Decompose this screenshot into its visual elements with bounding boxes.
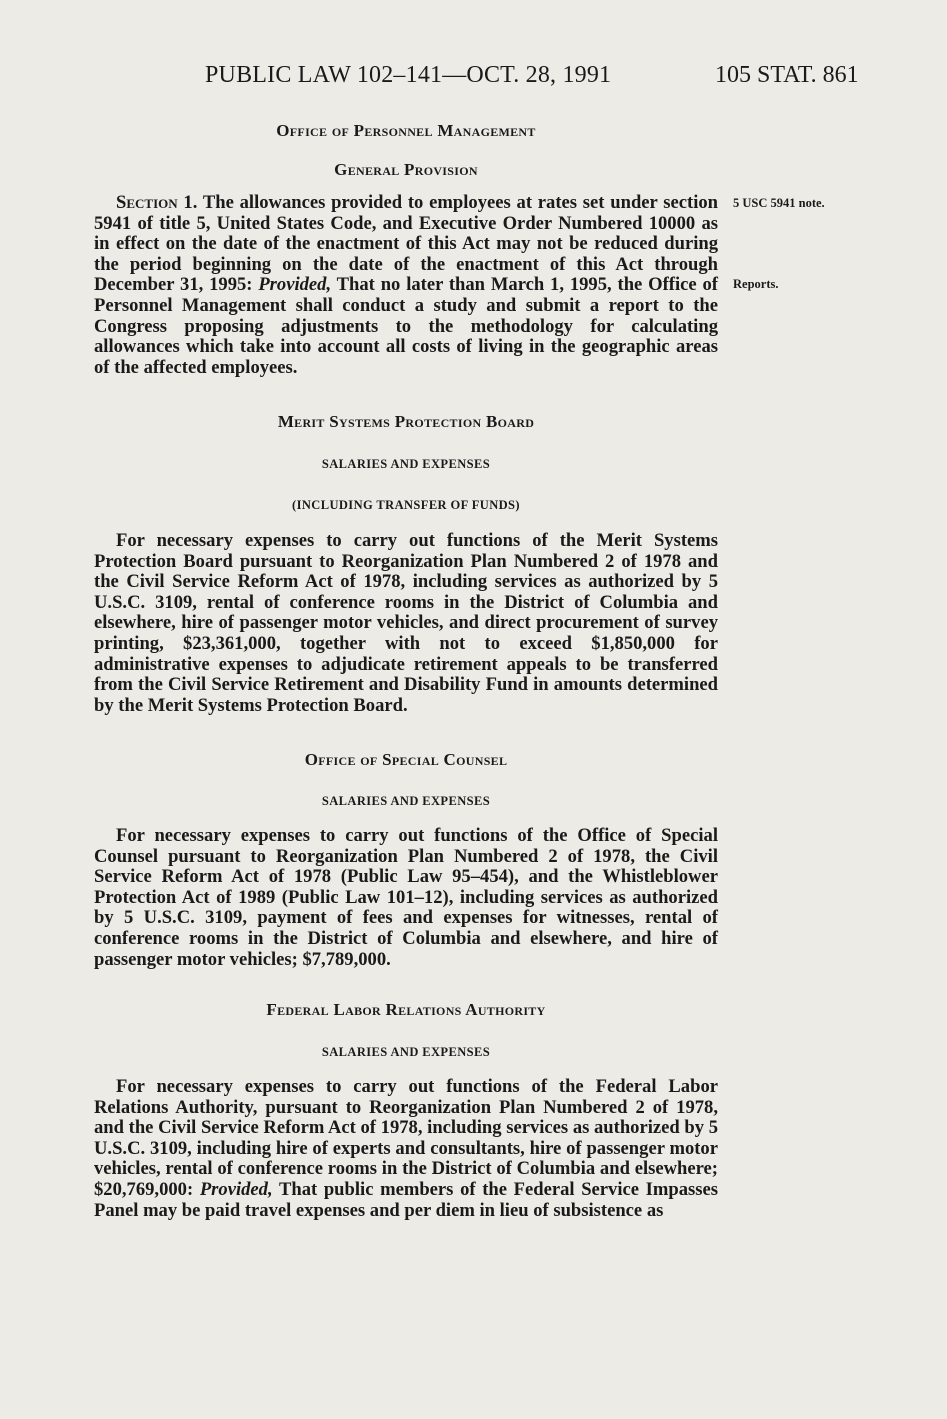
page-number: 105 STAT. 861 [715,62,859,88]
osc-sub1-wrap [94,794,718,809]
transfer-funds-heading: (INCLUDING TRANSFER OF FUNDS) [292,498,520,512]
opm-text-a: The allowances provided to employees at rates set under section 5941 of title 5, United States Code, and Executive Order Numbered 10000 as in effect on the date of the enactment of this Act may not be reduced during the period beginning on the date of the enactment of this Act through December 31, 1995: [94,192,718,296]
flra-paragraph-wrap [94,1077,718,1221]
flra-paragraph [94,1077,718,1221]
mspb-sub2-wrap [94,498,718,513]
opm-subheading-wrap [94,160,718,180]
salaries-expenses-heading: SALARIES AND EXPENSES [321,457,491,471]
salaries-expenses-heading: SALARIES AND EXPENSES [321,1045,491,1059]
mspb-paragraph-wrap [94,531,718,716]
mspb-heading-wrap [94,412,718,432]
section-heading: Merit Systems Protection Board [277,412,535,431]
provided-italic: Provided, [199,1178,273,1200]
provided-italic: Provided, [258,274,332,296]
margin-note-usc: 5 USC 5941 note. [733,196,825,210]
opm-paragraph-wrap [94,193,718,378]
section-heading: Office of Personnel Management [276,121,536,140]
salaries-expenses-heading: SALARIES AND EXPENSES [321,794,491,808]
osc-heading-wrap [94,750,718,770]
opm-section [94,121,718,141]
opm-paragraph [94,193,718,378]
opm-text-b: That no later than March 1, 1995, the Office of Personnel Management shall conduct a study and submit a report to the Congress proposing adjustments to the methodology for calculating allowances which take into account all costs of living in the geographic areas of the affected employees. [94,274,718,378]
section-heading: Office of Special Counsel [304,750,508,769]
flra-text-b: That public members of the Federal Service Impasses Panel may be paid travel expenses and per diem in lieu of subsistence as [94,1178,719,1221]
mspb-sub1-wrap [94,457,718,472]
section-heading: Federal Labor Relations Authority [266,1000,546,1019]
section-label: Section 1. [116,192,198,213]
flra-heading-wrap [94,1000,718,1020]
flra-text-a: For necessary expenses to carry out functions of the Federal Labor Relations Authority, pursuant to Reorganization Plan Numbered 2 of 1978, and the Civil Service Reform Act of 1978, including services as authorized by 5 U.S.C. 3109, including hire of experts and consultants, hire of passenger motor vehicles, rental of conference rooms in the District of Columbia and elsewhere; $20,769,000: [94,1076,718,1200]
osc-paragraph: For necessary expenses to carry out functions of the Office of Special Counsel pursuant to Reorganization Plan Numbered 2 of 1978, the Civil Service Reform Act of 1978 (Public Law 95–454), and the Whistleblower Protection Act of 1989 (Public Law 101–12), including services as authorized by 5 U.S.C. 3109, payment of fees and expenses for witnesses, rental of conference rooms in the District of Columbia and elsewhere, and hire of passenger motor vehicles; $7,789,000. [94,825,718,970]
flra-sub1-wrap [94,1045,718,1060]
margin-note-reports: Reports. [733,277,779,291]
mspb-paragraph: For necessary expenses to carry out functions of the Merit Systems Protection Board pursuant to Reorganization Plan Numbered 2 of 1978 and the Civil Service Reform Act of 1978, including services as authorized by 5 U.S.C. 3109, rental of conference rooms in the District of Columbia and elsewhere, hire of passenger motor vehicles, and direct procurement of survey printing, $23,361,000, together with not to exceed $1,850,000 for administrative expenses to adjudicate retirement appeals to be transferred from the Civil Service Retirement and Disability Fund in amounts determined by the Merit Systems Protection Board. [94,530,718,716]
running-header: PUBLIC LAW 102–141—OCT. 28, 1991 [205,62,612,88]
section-subheading: General Provision [334,160,478,179]
osc-paragraph-wrap [94,826,718,970]
